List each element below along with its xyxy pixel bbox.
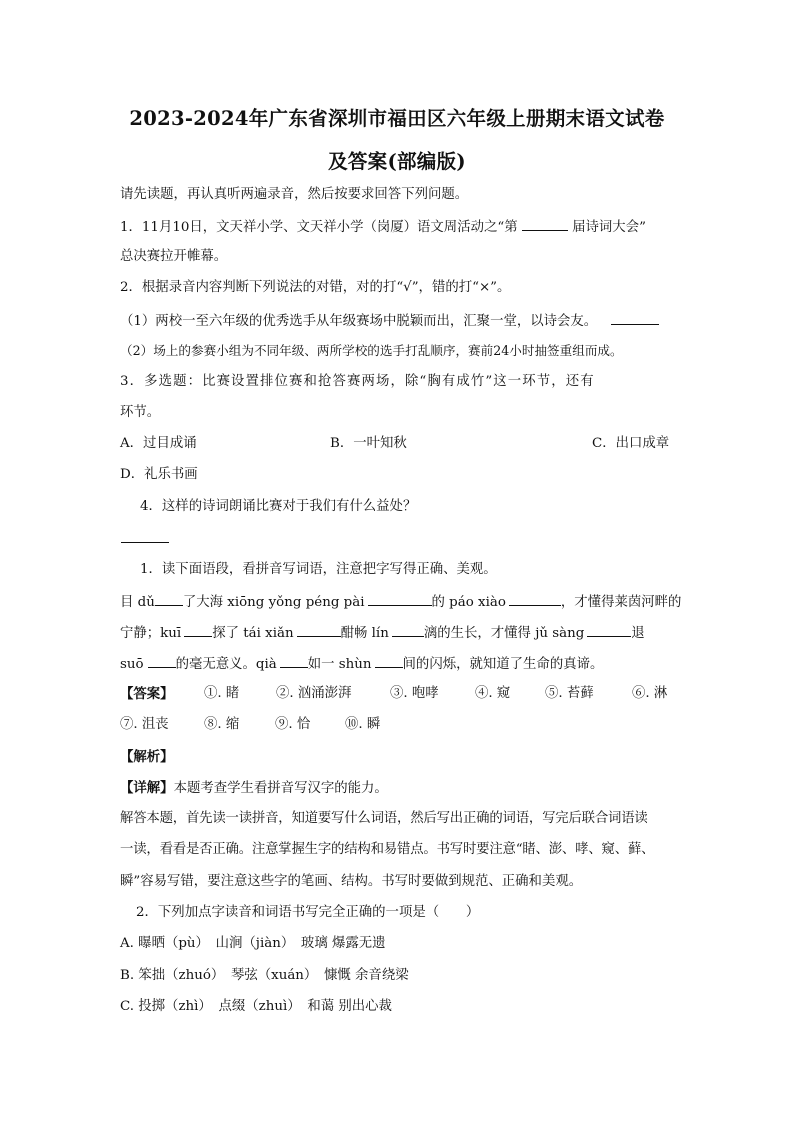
document-title-line1: 2023-2024年广东省深圳市福田区六年级上册期末语文试卷 (129, 107, 665, 130)
answer-item: ②. 汹涌澎湃 (276, 686, 352, 701)
section-1-question: 1．读下面语段，看拼音写词语，注意把字写得正确、美观。 (140, 562, 497, 577)
section-2-option-b[interactable]: B. 笨拙（zhuó） 琴弦（xuán） 慷慨 余音绕梁 (120, 968, 409, 983)
question-3: 3．多选题：比赛设置排位赛和抢答赛两场，除“胸有成竹”这一环节，还有 (120, 374, 595, 389)
option-a[interactable]: A．过目成诵 (120, 436, 197, 451)
pinyin-text: 酣畅 lín (340, 626, 389, 641)
answer-blank[interactable] (509, 591, 561, 606)
pinyin-paragraph-line-2 (120, 622, 676, 644)
option-b[interactable]: B．一叶知秋 (330, 436, 407, 451)
answer-line[interactable] (121, 542, 169, 543)
answer-blank[interactable] (184, 622, 212, 637)
option-c[interactable]: C．出口成章 (592, 436, 670, 451)
pinyin-text: ，才懂得莱茵河畔的 (560, 595, 682, 610)
pinyin-text: 如一 shùn (307, 657, 372, 672)
analysis-label: 【解析】 (120, 749, 174, 765)
answer-blank[interactable] (587, 622, 631, 637)
answer-item: ⑦. 沮丧 (120, 717, 169, 732)
section-2-option-c[interactable]: C. 投掷（zhì） 点缀（zhuì） 和蔼 别出心裁 (120, 999, 392, 1014)
answer-label: 【答案】 (120, 686, 174, 702)
answer-blank[interactable] (280, 653, 308, 668)
answer-item: ⑥. 淋 (632, 686, 668, 701)
pinyin-paragraph-line-3 (120, 653, 676, 675)
pinyin-text: 目 dǔ (120, 595, 155, 610)
answer-blank[interactable] (148, 653, 176, 668)
answer-blank[interactable] (392, 622, 424, 637)
option-d[interactable]: D．礼乐书画 (120, 467, 198, 482)
explanation-line-1: 解答本题，首先读一读拼音，知道要写什么词语，然后写出正确的词语，写完后联合词语读 (120, 811, 648, 826)
answer-blank[interactable] (375, 653, 403, 668)
explanation-line-2: 一读，看看是否正确。注意掌握生字的结构和易错点。书写时要注意“睹、澎、哮、窥、藓、 (120, 842, 655, 857)
question-1-continued: 总决赛拉开帷幕。 (120, 249, 228, 264)
question-1-text: 1．11月10日，文天祥小学、文天祥小学（岗厦）语文周活动之“第 (120, 220, 518, 235)
answer-item: ⑩. 瞬 (345, 717, 381, 732)
question-3-continued: 环节。 (120, 405, 161, 420)
pinyin-paragraph-line-1 (120, 591, 682, 613)
answer-item: ④. 窥 (475, 686, 511, 701)
question-4: 4．这样的诗词朗诵比赛对于我们有什么益处？ (140, 499, 417, 514)
detail-line (120, 778, 676, 799)
answer-blank[interactable] (611, 310, 659, 325)
document-title-line2: 及答案(部编版) (328, 150, 466, 173)
question-2-item-2: （2）场上的参赛小组为不同年级、两所学校的选手打乱顺序，赛前24小时抽签重组而成。 (120, 343, 623, 358)
detail-text: 本题考查学生看拼音写汉字的能力。 (173, 781, 388, 796)
answer-item: ①. 睹 (204, 686, 240, 701)
explanation-line-3: 瞬”容易写错，要注意这些字的笔画、结构。书写时要做到规范、正确和美观。 (120, 874, 583, 889)
section-2-option-a[interactable]: A. 曝晒（pù） 山涧（jiàn） 玻璃 爆露无遗 (120, 936, 386, 951)
answer-blank[interactable] (297, 622, 341, 637)
question-1-text-end: 届诗词大会” (572, 220, 646, 235)
answer-blank[interactable] (368, 591, 432, 606)
question-2-item-1 (120, 310, 676, 332)
pinyin-text: 了大海 xiōng yǒng péng pài (182, 595, 365, 610)
section-2-question: 2．下列加点字读音和词语书写完全正确的一项是（ ） (136, 905, 480, 920)
pinyin-text: 退 (631, 626, 645, 641)
question-2: 2．根据录音内容判断下列说法的对错，对的打“√”，错的打“×”。 (120, 280, 511, 295)
pinyin-text: 的 páo xiào (431, 595, 506, 610)
pinyin-text: 漓的生长，才懂得 jǔ sàng (423, 626, 585, 641)
pinyin-text: 宁静；kuī (120, 626, 182, 641)
question-2-item-1-text: （1）两校一至六年级的优秀选手从年级赛场中脱颖而出，汇聚一堂，以诗会友。 (120, 314, 598, 329)
answer-item: ⑨. 恰 (275, 717, 311, 732)
pinyin-text: 探了 tái xiǎn (212, 626, 294, 641)
answer-item: ⑧. 缩 (204, 717, 240, 732)
pinyin-text: suō (120, 657, 144, 672)
answer-item: ③. 咆哮 (390, 686, 439, 701)
intro-text: 请先读题，再认真听两遍录音，然后按要求回答下列问题。 (120, 187, 469, 202)
answer-blank[interactable] (155, 591, 183, 606)
detail-label: 【详解】 (120, 780, 174, 796)
answer-item: ⑤. 苔藓 (545, 686, 594, 701)
answer-blank[interactable] (522, 216, 568, 231)
pinyin-text: 间的闪烁，就知道了生命的真谛。 (402, 657, 604, 672)
question-1 (120, 216, 676, 238)
pinyin-text: 的毫无意义。qià (175, 657, 277, 672)
